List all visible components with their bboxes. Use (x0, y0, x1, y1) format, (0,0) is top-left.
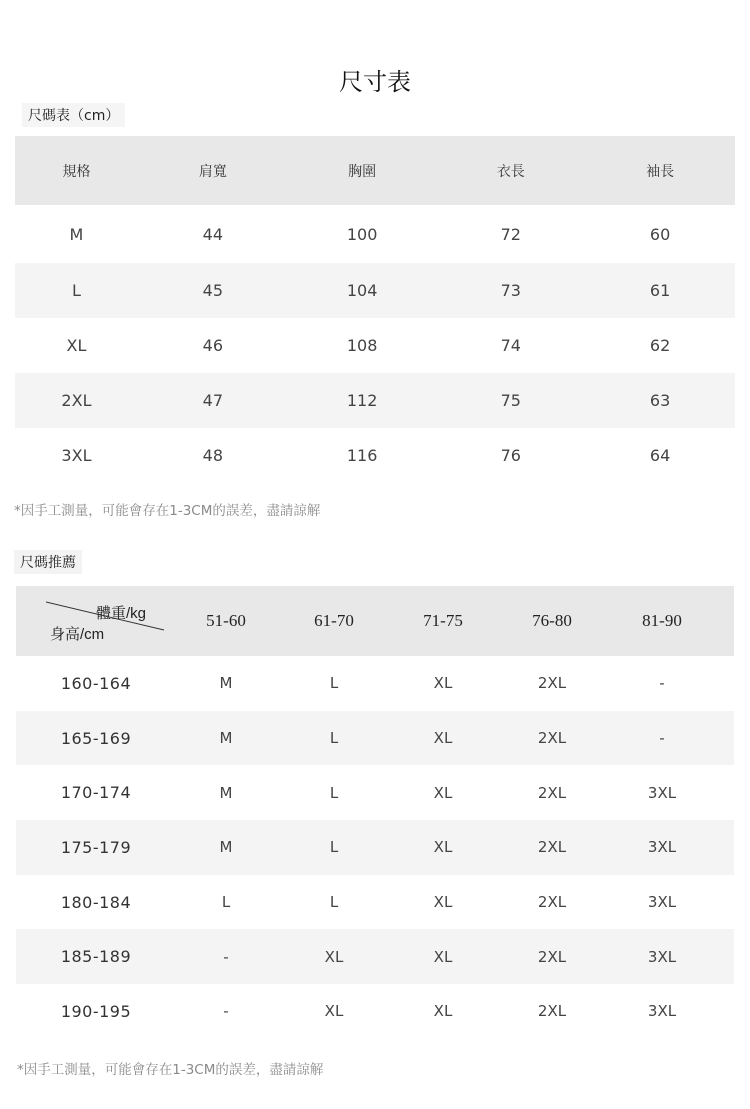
table-row (15, 205, 735, 263)
weight-range-header: 81-90 (642, 611, 682, 630)
table-row (16, 711, 734, 766)
table-cell: 2XL (537, 947, 567, 966)
table-cell: L (329, 783, 339, 802)
corner-header (16, 586, 176, 656)
table-cell: M (219, 783, 233, 802)
table-cell: 47 (202, 391, 224, 410)
table-cell: 2XL (537, 783, 567, 802)
weight-range-header: 61-70 (314, 611, 354, 630)
weight-range-header: 76-80 (532, 611, 572, 630)
table-cell: M (69, 224, 84, 244)
table-cell: XL (66, 336, 87, 355)
table-cell: XL (433, 729, 453, 748)
table-cell: 45 (202, 281, 224, 300)
table-row (15, 318, 735, 373)
table-row (15, 428, 735, 483)
header-cell: 袖長 (646, 163, 675, 180)
header-cell: 肩寬 (198, 163, 227, 180)
height-axis-label: 身高/cm (50, 626, 105, 643)
table-cell: XL (433, 783, 453, 802)
table-row (15, 263, 735, 318)
table-cell: XL (324, 947, 344, 966)
table-cell: 112 (346, 391, 378, 410)
table-row (16, 656, 734, 711)
page-title: 尺寸表 (339, 68, 411, 96)
weight-range-header: 51-60 (206, 611, 246, 630)
table-cell: 62 (649, 336, 671, 355)
table-cell: L (329, 838, 339, 857)
header-cell: 胸圍 (348, 163, 377, 180)
table-cell: 3XL (647, 893, 677, 912)
measurement-note: *因手工測量，可能會存在1-3CM的誤差，盡請諒解 (14, 503, 321, 519)
measurement-note-bottom: *因手工測量，可能會存在1-3CM的誤差，盡請諒解 (17, 1062, 324, 1078)
table-cell: 3XL (61, 446, 92, 465)
size-table-label: 尺碼表（cm） (22, 103, 125, 127)
table-cell: 108 (346, 336, 378, 355)
table-cell: 2XL (537, 893, 567, 912)
table-row (16, 984, 734, 1039)
table-cell: 61 (649, 281, 671, 300)
table-cell: M (219, 729, 233, 748)
table-cell: - (223, 947, 229, 966)
height-range-cell: 160-164 (60, 673, 132, 693)
header-cell: 衣長 (496, 163, 525, 180)
table-cell: 3XL (647, 783, 677, 802)
table-cell: 100 (346, 224, 378, 244)
table-cell: 2XL (537, 838, 567, 857)
weight-range-header: 71-75 (423, 611, 463, 630)
table-cell: XL (433, 893, 453, 912)
table-cell: - (659, 674, 665, 693)
header-cell: 規格 (62, 163, 91, 180)
height-range-cell: 185-189 (60, 947, 132, 967)
table-row (16, 929, 734, 984)
table-cell: 60 (649, 224, 671, 244)
table-cell: 3XL (647, 1002, 677, 1021)
table-cell: 72 (500, 224, 521, 244)
height-range-cell: 190-195 (60, 1001, 132, 1021)
table-cell: 2XL (61, 391, 92, 410)
table-cell: 63 (649, 391, 671, 410)
table-cell: 76 (500, 446, 521, 465)
table-cell: L (221, 893, 231, 912)
table-cell: XL (433, 1002, 453, 1021)
recommend-table (16, 586, 734, 1039)
table-cell: 2XL (537, 674, 567, 693)
table-cell: 48 (202, 446, 224, 465)
recommend-table-label: 尺碼推薦 (14, 550, 82, 574)
weight-axis-label: 體重/kg (96, 605, 147, 622)
table-cell: 116 (346, 446, 378, 465)
table-cell: - (223, 1002, 229, 1021)
height-range-cell: 180-184 (60, 892, 132, 912)
table-cell: 44 (202, 224, 224, 244)
table-cell: 2XL (537, 1002, 567, 1021)
table-cell: 104 (346, 281, 378, 300)
recommend-table-header (16, 586, 734, 656)
table-cell: L (329, 674, 339, 693)
table-cell: 2XL (537, 729, 567, 748)
table-cell: M (219, 674, 233, 693)
table-cell: M (219, 838, 233, 857)
table-cell: - (659, 729, 665, 748)
table-cell: 3XL (647, 947, 677, 966)
table-cell: L (329, 893, 339, 912)
table-cell: 3XL (647, 838, 677, 857)
size-table-header (15, 136, 735, 205)
table-cell: XL (433, 674, 453, 693)
table-row (16, 820, 734, 875)
table-cell: L (329, 729, 339, 748)
table-cell: 75 (500, 391, 521, 410)
size-table (15, 136, 735, 483)
table-cell: 73 (500, 281, 521, 300)
table-row (16, 875, 734, 930)
table-row (15, 373, 735, 428)
height-range-cell: 175-179 (60, 837, 132, 857)
table-cell: 74 (500, 336, 521, 355)
table-cell: XL (433, 838, 453, 857)
table-cell: XL (433, 947, 453, 966)
table-cell: 64 (649, 446, 671, 465)
height-range-cell: 170-174 (60, 783, 132, 803)
table-cell: 46 (202, 336, 224, 355)
table-cell: XL (324, 1002, 344, 1021)
table-cell: L (72, 281, 81, 300)
table-row (16, 765, 734, 820)
height-range-cell: 165-169 (60, 728, 132, 748)
